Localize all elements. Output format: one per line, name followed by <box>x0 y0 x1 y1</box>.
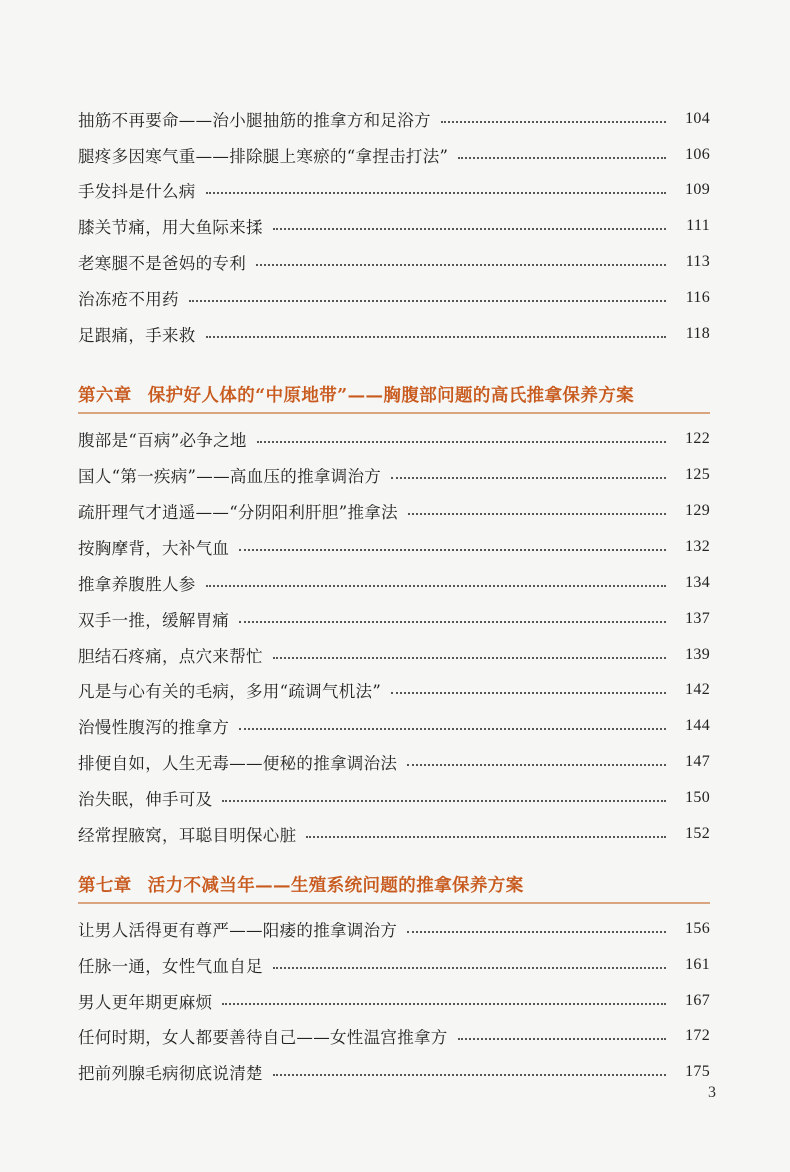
toc-entry-title: 按胸摩背，大补气血 <box>78 539 230 558</box>
toc-entry-title: 推拿养腹胜人参 <box>78 575 196 594</box>
toc-entry[interactable] <box>78 638 710 672</box>
toc-entry-title: 国人“第一疾病”——高血压的推拿调治方 <box>78 467 382 486</box>
toc-entry-page: 161 <box>685 956 710 973</box>
toc-entry[interactable] <box>78 912 710 946</box>
toc-entry-title: 男人更年期更麻烦 <box>78 993 213 1012</box>
toc-entry-title: 让男人活得更有尊严——阳痿的推拿调治方 <box>78 921 398 940</box>
page-number: 3 <box>708 1084 716 1101</box>
chapter-title: 活力不减当年——生殖系统问题的推拿保养方案 <box>147 875 524 896</box>
toc-entry-page: 156 <box>685 920 710 937</box>
toc-entry-title: 凡是与心有关的毛病，多用“疏调气机法” <box>78 682 382 701</box>
dot-leader <box>273 655 666 659</box>
toc-entry-title: 足跟痛，手来救 <box>78 326 196 345</box>
dot-leader <box>458 155 666 159</box>
dot-leader <box>239 547 666 551</box>
toc-entry-page: 109 <box>685 181 710 198</box>
toc-entry-page: 118 <box>685 325 710 342</box>
toc-entry-title: 把前列腺毛病彻底说清楚 <box>78 1064 263 1083</box>
toc-entry[interactable] <box>78 317 710 351</box>
toc-entry[interactable] <box>78 209 710 243</box>
dot-leader <box>408 511 666 515</box>
toc-entry-title: 胆结石疼痛，点穴来帮忙 <box>78 647 263 666</box>
toc-entry[interactable] <box>78 494 710 528</box>
chapter-number: 第六章 <box>78 385 132 406</box>
toc-entry-page: 172 <box>685 1027 710 1044</box>
toc-entry-page: 167 <box>685 992 710 1009</box>
toc-entry-page: 137 <box>685 610 710 627</box>
dot-leader <box>273 226 666 230</box>
toc-entry[interactable] <box>78 745 710 779</box>
toc-entry-page: 125 <box>685 466 710 483</box>
toc-entry[interactable] <box>78 709 710 743</box>
toc-entry-page: 139 <box>685 646 710 663</box>
toc-entry[interactable] <box>78 673 710 707</box>
toc-entry-title: 膝关节痛，用大鱼际来揉 <box>78 218 263 237</box>
toc-entry[interactable] <box>78 948 710 982</box>
toc-entry-title: 手发抖是什么病 <box>78 182 196 201</box>
chapter-title: 保护好人体的“中原地带”——胸腹部问题的高氏推拿保养方案 <box>147 385 635 406</box>
dot-leader <box>458 1036 666 1040</box>
toc-entry-page: 144 <box>685 717 710 734</box>
toc-entry[interactable] <box>78 138 710 172</box>
dot-leader <box>441 119 666 123</box>
toc-entry-title: 疏肝理气才逍遥——“分阴阳利肝胆”推拿法 <box>78 503 398 522</box>
dot-leader <box>273 965 666 969</box>
toc-entry[interactable] <box>78 566 710 600</box>
toc-entry-title: 腿疼多因寒气重——排除腿上寒瘀的“拿捏击打法” <box>78 147 449 166</box>
toc-entry-title: 老寒腿不是爸妈的专利 <box>78 254 246 273</box>
toc-entry-title: 腹部是“百病”必争之地 <box>78 431 247 450</box>
chapter-heading[interactable] <box>78 866 710 904</box>
toc-entry-page: 113 <box>685 253 710 270</box>
dot-leader <box>222 1001 666 1005</box>
dot-leader <box>306 834 666 838</box>
toc-entry-title: 双手一推，缓解胃痛 <box>78 611 230 630</box>
toc-entry-page: 116 <box>685 289 710 306</box>
toc-entry-page: 111 <box>686 217 710 234</box>
toc-entry-page: 147 <box>685 753 710 770</box>
toc-entry-page: 104 <box>685 110 710 127</box>
toc-entry-page: 106 <box>685 146 710 163</box>
toc-entry[interactable] <box>78 602 710 636</box>
toc-entry[interactable] <box>78 1019 710 1053</box>
toc-entry[interactable] <box>78 1055 710 1089</box>
toc-entry[interactable] <box>78 530 710 564</box>
toc-entry-page: 122 <box>685 430 710 447</box>
toc-entry-title: 任何时期，女人都要善待自己——女性温宫推拿方 <box>78 1028 448 1047</box>
toc-entry-title: 治失眠，伸手可及 <box>78 790 213 809</box>
toc-entry[interactable] <box>78 781 710 815</box>
dot-leader <box>391 690 666 694</box>
toc-entry[interactable] <box>78 458 710 492</box>
dot-leader <box>391 475 666 479</box>
dot-leader <box>206 583 666 587</box>
toc-entry-title: 治冻疮不用药 <box>78 290 179 309</box>
toc-entry[interactable] <box>78 817 710 851</box>
toc-entry-title: 治慢性腹泻的推拿方 <box>78 718 230 737</box>
dot-leader <box>239 619 666 623</box>
dot-leader <box>206 334 666 338</box>
toc-entry-page: 129 <box>685 502 710 519</box>
chapter-heading[interactable] <box>78 376 710 414</box>
dot-leader <box>256 262 666 266</box>
toc-entry[interactable] <box>78 173 710 207</box>
dot-leader <box>239 726 666 730</box>
toc-entry[interactable] <box>78 281 710 315</box>
dot-leader <box>273 1072 666 1076</box>
dot-leader <box>257 439 666 443</box>
toc-entry-page: 132 <box>685 538 710 555</box>
toc-entry-title: 经常捏腋窝，耳聪目明保心脏 <box>78 826 297 845</box>
toc-entry-page: 152 <box>685 825 710 842</box>
toc-entry[interactable] <box>78 984 710 1018</box>
dot-leader <box>206 190 666 194</box>
chapter-number: 第七章 <box>78 875 132 896</box>
toc-entry[interactable] <box>78 102 710 136</box>
toc-entry-title: 任脉一通，女性气血自足 <box>78 957 263 976</box>
toc-entry[interactable] <box>78 422 710 456</box>
dot-leader <box>189 298 666 302</box>
toc-entry-page: 150 <box>685 789 710 806</box>
toc-entry-title: 排便自如，人生无毒——便秘的推拿调治法 <box>78 754 398 773</box>
toc-entry-title: 抽筋不再要命——治小腿抽筋的推拿方和足浴方 <box>78 111 431 130</box>
toc-entry-page: 175 <box>685 1063 710 1080</box>
toc-entry-page: 142 <box>685 681 710 698</box>
dot-leader <box>222 798 666 802</box>
toc-entry[interactable] <box>78 245 710 279</box>
dot-leader <box>407 762 666 766</box>
toc-entry-page: 134 <box>685 574 710 591</box>
dot-leader <box>407 929 666 933</box>
